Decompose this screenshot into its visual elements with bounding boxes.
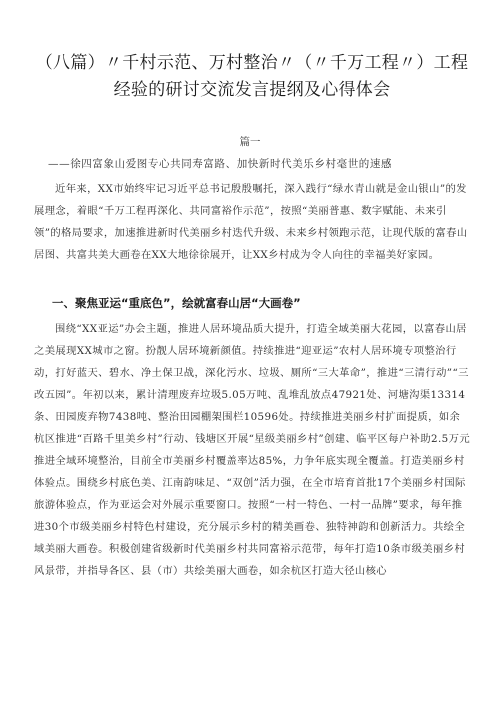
section-text: 围绕“XX亚运”办会主题，推进人居环境品质大提升，打造全域美丽大花园，以富春山居之美展现XX城市之窗。扮靓人居环境新颜值。持续推进“迎亚运”农村人居环境专项整治行动，打好蓝天、碧水、净土保卫战，深化污水、垃圾、厕所“三大革命”，推进“三清行动”“三改五园”。年初以来，累计清理废弃垃圾5.05万吨、乱堆乱放点47921处、河塘沟渠13314条、田园废弃物7438吨、整治田园棚架围栏10596处。持续推进美丽乡村扩面提质，如余杭区推进“百路千里美乡村”行动、钱塘区开展“星级美丽乡村”创建、临平区每户补助2.5万元推进全域环境整治，目前全市美丽乡村覆盖率达85%，力争年底实现全覆盖。打造美丽乡村体验点。围绕乡村底色美、江南韵味足、“双创”活力强，在全市培育首批17个美丽乡村国际旅游体验点，作为亚运会对外展示重要窗口。按照“一村一特色、一村一品牌”要求，每年推进30个市级美丽乡村特色村建设，充分展示乡村的精美画卷、独特神韵和创新活力。共绘全域美丽大画卷。积极创建省级新时代美丽乡村共同富裕示范带，每年打造10条市级美丽乡村风景带，并指导各区、县（市）共绘美丽大画卷，如余杭区打造大径山核心: [34, 323, 471, 577]
section-heading: 一、聚焦亚运“重底色”，绘就富春山居“大画卷”: [52, 296, 301, 310]
part-label: 篇一: [239, 136, 261, 148]
intro-text: 近年来，XX市始终牢记习近平总书记殷殷嘱托，深入践行“绿水青山就是金山银山”的发展理念，着眼“千万工程再深化、共同富裕作示范”，按照“美丽普惠、数字赋能、未来引领”的格局要求，加速推进新时代美丽乡村迭代升级、未来乡村领跑示范，让现代版的富春山居图、共富共美大画卷在XX大地徐徐展开，让XX乡村成为令人向往的幸福美好家园。: [34, 183, 468, 261]
document-subtitle: ——徐四富象山爱图专心共同寿富路、加快新时代美乐乡村毫世的速感: [48, 158, 393, 170]
intro-paragraph: [34, 178, 470, 266]
section-paragraph: [34, 318, 470, 582]
document-title: （八篇）〃千村示范、万村整治〃（〃千万工程〃）工程经验的研讨交流发言提纲及心得体会: [35, 53, 469, 100]
